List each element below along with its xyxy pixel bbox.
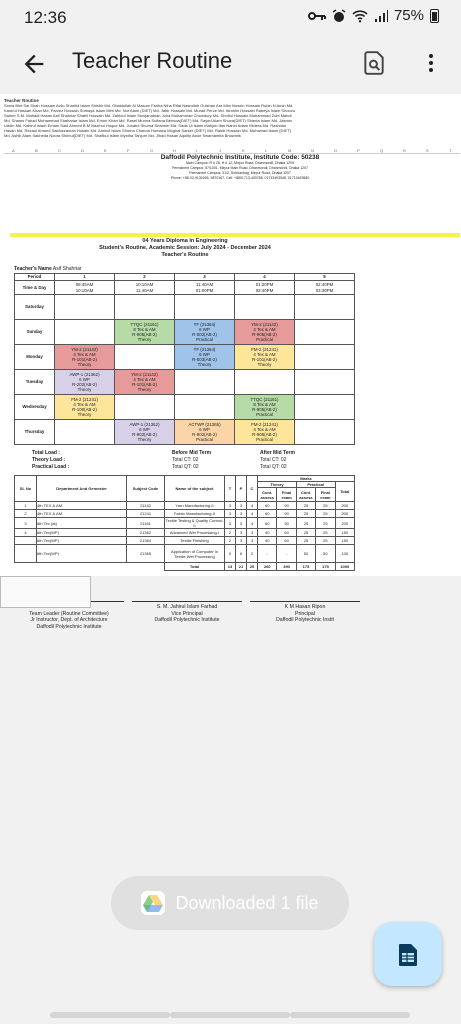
header-marks: Marks bbox=[258, 476, 355, 482]
table-row bbox=[15, 510, 355, 518]
cell-tot: 200 bbox=[335, 518, 354, 529]
table-row bbox=[15, 502, 355, 510]
table-row bbox=[15, 529, 355, 537]
class-cell: FM-2 (21241) 4 Tex & AM R-905(AB-2) Practical bbox=[235, 420, 295, 445]
class-cell: YM-2 (21142) 4 Tex & AM R-101(AB-2) Theory bbox=[115, 370, 175, 395]
column-letter: M bbox=[288, 148, 292, 153]
document-view[interactable] bbox=[0, 94, 461, 630]
cell-tc: 40 bbox=[258, 529, 277, 537]
teacher-label: Teacher's Name bbox=[14, 266, 52, 272]
cell-c: 4 bbox=[247, 502, 258, 510]
names-heading: Teacher Routine bbox=[4, 98, 39, 103]
signature-name: K M Hasan Ripon bbox=[284, 604, 326, 610]
cell-c: 3 bbox=[247, 529, 258, 537]
header-theory: Theory bbox=[258, 482, 297, 488]
cell-code: 21142 bbox=[127, 502, 165, 510]
day-thursday: Thursday bbox=[15, 420, 55, 445]
total-load: Total Load : bbox=[32, 450, 60, 456]
class-cell: FM-2 (21241) 4 Tex & AM R-101(AB-2) Theory bbox=[235, 345, 295, 370]
cell-name: Fabric Manufacturing-II bbox=[165, 510, 225, 518]
cell-tot: 150 bbox=[335, 537, 354, 545]
cell-tf: 60 bbox=[277, 537, 296, 545]
time-5: 02:40PM 03:30PM bbox=[295, 281, 355, 295]
cell-sl: 3 bbox=[15, 518, 37, 529]
column-letter: S bbox=[426, 148, 429, 153]
institute-phone: Phone: +88-02-9130265, 9870167, Cell: +8801713-493788, 01713493548, 01713493580 bbox=[170, 176, 310, 180]
class-cell: TTQC (21161) 8 Tex & AM R-905(AB-2) Practical bbox=[235, 395, 295, 420]
column-letter: G bbox=[150, 148, 154, 153]
cell-c: 4 bbox=[247, 510, 258, 518]
cell-pc: 25 bbox=[296, 529, 315, 537]
google-drive-icon bbox=[141, 891, 165, 915]
cell-code: 21364 bbox=[127, 537, 165, 545]
cell-pf: 25 bbox=[316, 502, 335, 510]
cell-p: 3 bbox=[236, 518, 247, 529]
page-title: Teacher Routine bbox=[72, 48, 233, 73]
cell-tot: 200 bbox=[335, 502, 354, 510]
cell-tot: 150 bbox=[335, 529, 354, 537]
cell-tf: - bbox=[277, 545, 296, 563]
snackbar-text: Downloaded 1 file bbox=[175, 892, 319, 913]
signal-icon bbox=[374, 9, 388, 23]
nav-handle-center[interactable] bbox=[170, 1012, 290, 1018]
signature-block bbox=[132, 601, 242, 624]
routine-titles bbox=[10, 238, 360, 259]
table-row bbox=[15, 537, 355, 545]
cell-tf: 90 bbox=[277, 510, 296, 518]
highlight-bar bbox=[10, 233, 460, 237]
vpn-key-icon bbox=[308, 10, 326, 22]
cell-tc: 60 bbox=[258, 510, 277, 518]
routine-title: Teacher's Routine bbox=[161, 252, 209, 258]
cell-p: 3 bbox=[236, 529, 247, 537]
column-letter: T bbox=[449, 148, 452, 153]
cell-tf: 60 bbox=[277, 529, 296, 537]
signature-role: Daffodil Polytechnic Institute bbox=[154, 617, 220, 623]
time-3: 11:40AM 01:00PM bbox=[175, 281, 235, 295]
nav-handle-left[interactable] bbox=[50, 1012, 170, 1018]
signature-role: Vice Principal bbox=[171, 610, 203, 617]
cell-code: 21365 bbox=[127, 545, 165, 563]
column-letter: N bbox=[311, 148, 314, 153]
empty-cell bbox=[37, 563, 127, 571]
signature-name: S. M. Jahirul Islam Farhad bbox=[156, 604, 218, 610]
institute-address-2: Permanent Campus: 57/1001, Mirpur Main Road, Dhanmondi, Dhanmondi, Dhaka 1207 bbox=[172, 166, 308, 170]
nav-handle-right[interactable] bbox=[290, 1012, 410, 1018]
teacher-name: Asif Shahriar bbox=[52, 266, 82, 272]
column-letter: E bbox=[104, 148, 107, 153]
total-t: 13 bbox=[225, 563, 236, 571]
battery-percent: 75% bbox=[393, 7, 424, 24]
column-letter: L bbox=[265, 148, 268, 153]
column-letter: R bbox=[403, 148, 406, 153]
signature-role: Team Leader (Routine Committee) bbox=[29, 610, 109, 617]
header-theory-cont: Cont. assess bbox=[258, 488, 277, 502]
cell-pc: 25 bbox=[296, 510, 315, 518]
column-letter: C bbox=[58, 148, 61, 153]
cell-pc: 25 bbox=[296, 518, 315, 529]
class-cell: TF (21364) 6 WP R-502(AB-2) Practical bbox=[175, 320, 235, 345]
cell-name: Textile Finishing bbox=[165, 537, 225, 545]
table-row bbox=[15, 545, 355, 563]
empty-cell bbox=[127, 563, 165, 571]
cell-c: 3 bbox=[247, 537, 258, 545]
download-snackbar[interactable] bbox=[111, 876, 349, 930]
cell-pf: 25 bbox=[316, 518, 335, 529]
column-letter: I bbox=[196, 148, 198, 153]
signature-org: Daffodil Polytechnic Institute bbox=[36, 623, 102, 630]
class-cell: ACTWP (21365) 6 WP R-902(AB-2) Practical bbox=[175, 420, 235, 445]
column-letter: Q bbox=[380, 148, 384, 153]
cell-tc: 60 bbox=[258, 502, 277, 510]
cell-dept: 4th TEX & AM bbox=[37, 502, 127, 510]
signature-role: Principal bbox=[295, 610, 315, 617]
signature-block bbox=[250, 601, 360, 624]
diploma-title: 04 Years Diploma in Engineering bbox=[142, 238, 228, 244]
load-summary bbox=[32, 450, 332, 471]
cell-sl bbox=[15, 545, 37, 563]
cell-tc: - bbox=[258, 545, 277, 563]
header-practical: Practical bbox=[296, 482, 335, 488]
header-c: C bbox=[247, 476, 258, 502]
cell-t: 2 bbox=[225, 537, 236, 545]
battery-icon bbox=[430, 9, 439, 23]
before-mid: Before Mid Term Total CT: 02 Total QT: 02 bbox=[172, 450, 212, 470]
subjects-table bbox=[14, 475, 355, 571]
institute-address-3: Permanent Campus: 31/2, Sobhanbag, Mirpur Road, Dhaka 1207 bbox=[189, 171, 291, 175]
cell-c: 4 bbox=[247, 518, 258, 529]
cell-pf: 25 bbox=[316, 529, 335, 537]
cell-name: Application of Computer in Textile Wet Processing bbox=[165, 545, 225, 563]
routine-table bbox=[14, 273, 355, 445]
cell-t: 3 bbox=[225, 518, 236, 529]
total-tf: 390 bbox=[277, 563, 296, 571]
empty-cell bbox=[15, 563, 37, 571]
class-cell: TTQC (21161) 8 Tex & AM R-905(AB-2) Theory bbox=[115, 320, 175, 345]
cell-dept: 6th Tex(WP) bbox=[37, 537, 127, 545]
period-3: 3 bbox=[175, 274, 235, 281]
wifi-icon bbox=[352, 9, 368, 23]
names-text: Sonia Bint Sai Shah Hossain Avilo Shariful Islam Shishir Md. Obaidullah Al Masum Fariha Niha Rifat Nasrullah Gulshan Ara Mim Nowrin Hossain Ruhin N Amin Md. Kamrul Hassan Khan Md. Parvez Hossain Sumaya Islam Mim Md. Nur Alam (DIET) Md. Jabir Hossain Md. Murad Perce Md. Ibrahim Hossain Rabeya Islam Shouvo Sarker S.M. Mahadi Hasan Asif Shahriar Shahil Hossain Md. Zahidul Islam Sowjanatnan Juha Muhammad Chowdury Md. Shofiul Hossain Muhammad Zubi Mahdi Md. Shams Fahad Muhammad Shahariar Islam Md. Emon Khan Md. Rasel Munna Sultana Bensoa(DIET) Md. Sayed Alam Shuva(DIET) Shanta Islam Md. Jasmin Uddin Md. Kabirul Islam Emam Said Ahmed B.M Nazmul Hoque Md. Jonatul Shorna Sharmin Md. Sada Ul Islam Mahjub Ifan Nahid Adam Molera Md. Rashidul Hasan Md. Rezaul Ahmed Saiduzzaman Hosain Md. Aminul Islam Shoma Chanda Humaira Moghal Sarker (DIET) Md. Rakib Hossain Md. Muhamad Islam (DIET) Md. Ashik Alam Sakheda Noora Shimul(DIET) Md. Shafikul Islam Mystha Tanjum Md. Jihad Hasan Aquilty Astor Swarnamita Bhowmik bbox=[4, 103, 295, 138]
cell-tot: 100 bbox=[335, 545, 354, 563]
total-tot: 1000 bbox=[335, 563, 354, 571]
table-row bbox=[15, 518, 355, 529]
cell-p: 3 bbox=[236, 510, 247, 518]
cell-tf: 90 bbox=[277, 502, 296, 510]
header-practical-cont: Cont. assess bbox=[296, 488, 315, 502]
header-practical-final: Final exam bbox=[316, 488, 335, 502]
cell-p: 6 bbox=[236, 545, 247, 563]
time-4: 01:20PM 02:40PM bbox=[235, 281, 295, 295]
cell-p: 3 bbox=[236, 502, 247, 510]
header-t: T bbox=[225, 476, 236, 502]
header-code: Subject Code bbox=[127, 476, 165, 502]
column-letter: B bbox=[35, 148, 38, 153]
theory-load: Theory Load : bbox=[32, 457, 66, 463]
total-label: Total bbox=[165, 563, 225, 571]
class-cell: TF (21364) 6 WP R-503(AB-2) Theory bbox=[175, 345, 235, 370]
header-dept: Department And Gemester bbox=[37, 476, 127, 502]
class-cell: YM-2 (21142) 4 Tex & AM R-101(AB-2) Theory bbox=[55, 345, 115, 370]
time-2: 10:10AM 11:40AM bbox=[115, 281, 175, 295]
time-1: 08:45AM 10:10AM bbox=[55, 281, 115, 295]
cell-pf: 25 bbox=[316, 537, 335, 545]
header-sl: Sl. No bbox=[15, 476, 37, 502]
header-name: Name of the subject bbox=[165, 476, 225, 502]
timeday-label: Time & Day bbox=[15, 281, 55, 295]
cell-code: 21161 bbox=[127, 518, 165, 529]
cell-sl: 2 bbox=[15, 510, 37, 518]
total-pf: 175 bbox=[316, 563, 335, 571]
column-letter: P bbox=[357, 148, 360, 153]
session-title: Student's Routine, Academic Session: July 2024 - December 2024 bbox=[99, 245, 271, 251]
period-label: Period bbox=[15, 274, 55, 281]
cell-pf: 50 bbox=[316, 545, 335, 563]
more-vert-icon[interactable] bbox=[419, 49, 443, 77]
cell-sl: 4 bbox=[15, 529, 37, 537]
routine-sheet bbox=[4, 148, 460, 630]
teacher-name-row bbox=[14, 266, 82, 272]
cell-sl: 1 bbox=[15, 502, 37, 510]
period-1: 1 bbox=[55, 274, 115, 281]
app-bar bbox=[0, 32, 461, 94]
after-mid: After Mid Term Total CT: 02 Total QT: 02 bbox=[260, 450, 295, 470]
class-cell: AWP-1 (21362) 6 WP R-202(AB-2) Theory bbox=[55, 370, 115, 395]
cell-tc: 60 bbox=[258, 518, 277, 529]
total-tc: 260 bbox=[258, 563, 277, 571]
day-sunday: Sunday bbox=[15, 320, 55, 345]
day-tuesday: Tuesday bbox=[15, 370, 55, 395]
status-icons bbox=[308, 7, 439, 24]
signature-line bbox=[132, 601, 242, 602]
signature-role: Daffodil Polytechnic Instit bbox=[276, 617, 334, 623]
totals-row bbox=[15, 563, 355, 571]
column-letter: K bbox=[242, 148, 245, 153]
open-in-sheets-button[interactable] bbox=[374, 922, 442, 986]
class-cell: AWP-1 (21362) 6 WP R-902(AB-2) Theory bbox=[115, 420, 175, 445]
cell-pc: 50 bbox=[296, 545, 315, 563]
practical-load: Practical Load : bbox=[32, 464, 70, 470]
institute-name: Daffodil Polytechnic Institute, Institute Code: 50238 bbox=[160, 154, 320, 161]
cell-dept: 6th Tex(WP) bbox=[37, 545, 127, 563]
class-cell: FM-2 (21241) 4 Tex & AM R-100(AB-2) Theory bbox=[55, 395, 115, 420]
page-thumbnail[interactable] bbox=[0, 576, 91, 608]
cell-tot: 200 bbox=[335, 510, 354, 518]
header-total: Total bbox=[335, 482, 354, 502]
cell-code: 21362 bbox=[127, 529, 165, 537]
nav-bar bbox=[0, 1004, 461, 1024]
signature-role: Jr Instructor, Dept. of Architecture bbox=[30, 617, 108, 623]
cell-t: 2 bbox=[225, 529, 236, 537]
column-letter: O bbox=[334, 148, 338, 153]
cell-sl bbox=[15, 537, 37, 545]
cell-p: 3 bbox=[236, 537, 247, 545]
cell-tc: 40 bbox=[258, 537, 277, 545]
cell-name: Yarn Manufacturing-II bbox=[165, 502, 225, 510]
cell-dept: 6th Tex(WP) bbox=[37, 529, 127, 537]
column-letter: F bbox=[127, 148, 130, 153]
cell-dept: 4th TEX & AM bbox=[37, 510, 127, 518]
cell-name: Advanced Wet Processing-I bbox=[165, 529, 225, 537]
teacher-names-list bbox=[4, 98, 296, 138]
period-4: 4 bbox=[235, 274, 295, 281]
cell-t: 0 bbox=[225, 545, 236, 563]
sheets-icon bbox=[398, 943, 418, 967]
status-time: 12:36 bbox=[24, 8, 67, 27]
header-p: P bbox=[236, 476, 247, 502]
cell-tf: 90 bbox=[277, 518, 296, 529]
cell-t: 3 bbox=[225, 502, 236, 510]
day-wednesday: Wednesday bbox=[15, 395, 55, 420]
column-letter: H bbox=[173, 148, 176, 153]
day-saturday: Saturday bbox=[15, 295, 55, 320]
cell-pf: 25 bbox=[316, 510, 335, 518]
total-p: 21 bbox=[236, 563, 247, 571]
column-letter: J bbox=[219, 148, 221, 153]
institute-address-1: Main Campus: R # 28, H # 12, Mirpur Road, Dhanmondi, Dhaka 1209 bbox=[186, 161, 294, 165]
cell-c: 2 bbox=[247, 545, 258, 563]
header-theory-final: Final exam bbox=[277, 488, 296, 502]
arrow-back-icon[interactable] bbox=[20, 50, 48, 78]
find-in-page-icon[interactable] bbox=[361, 49, 387, 77]
signature-line bbox=[250, 601, 360, 602]
total-c: 20 bbox=[247, 563, 258, 571]
column-letter: A bbox=[12, 148, 15, 153]
period-2: 2 bbox=[115, 274, 175, 281]
cell-pc: 25 bbox=[296, 502, 315, 510]
day-monday: Monday bbox=[15, 345, 55, 370]
cell-t: 3 bbox=[225, 510, 236, 518]
class-cell: YM-2 (21142) 4 Tex & AM R-905(AB-2) Practical bbox=[235, 320, 295, 345]
cell-code: 21241 bbox=[127, 510, 165, 518]
cell-pc: 25 bbox=[296, 537, 315, 545]
column-letter: D bbox=[81, 148, 84, 153]
total-pc: 175 bbox=[296, 563, 315, 571]
institute-header bbox=[124, 154, 356, 181]
alarm-icon bbox=[332, 9, 346, 23]
status-bar bbox=[0, 0, 461, 32]
cell-name: Textile Testing & Quality Control-II bbox=[165, 518, 224, 528]
period-5: 5 bbox=[295, 274, 355, 281]
cell-dept: 8th Tex (at) bbox=[37, 518, 127, 529]
